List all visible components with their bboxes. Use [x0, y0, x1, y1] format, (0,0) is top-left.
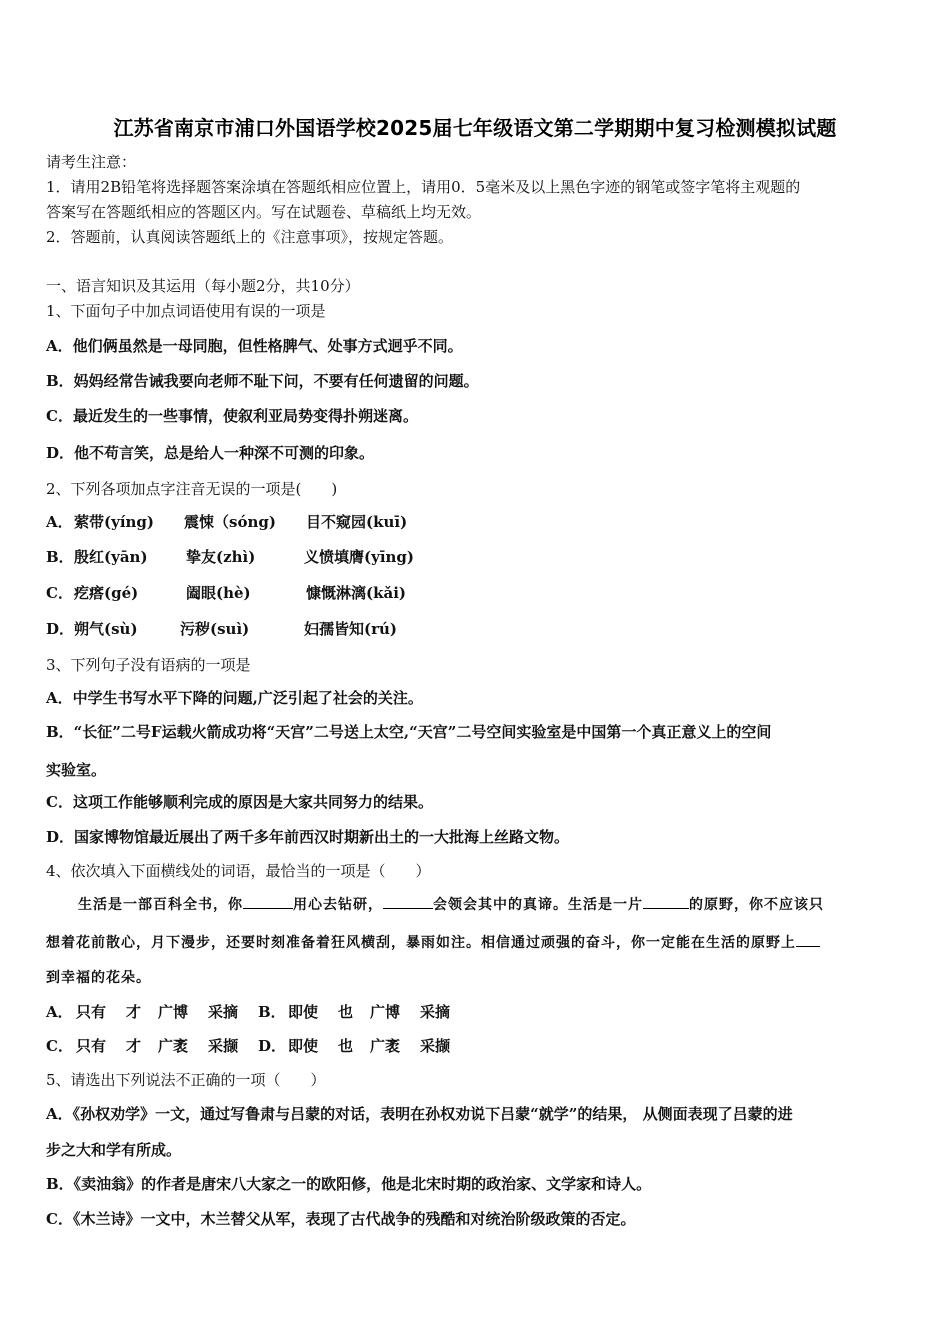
q2-option-label: B． — [46, 548, 74, 566]
q4-option-label: D． — [258, 1037, 287, 1055]
q4-option-word: 广袤 — [158, 1037, 189, 1055]
q4-option-word: 也 — [338, 1037, 354, 1055]
fill-blank — [243, 894, 293, 909]
q3-option-a: A．中学生书写水平下降的问题,广泛引起了社会的关注。 — [46, 689, 423, 707]
q2-option-label: A． — [46, 513, 73, 531]
section-heading: 一、语言知识及其运用（每小题2分，共10分） — [46, 277, 360, 295]
fill-blank — [643, 894, 689, 909]
q4-stem: 4、依次填入下面横线处的词语，最恰当的一项是（ ） — [46, 862, 431, 880]
q4-option-label: C． — [46, 1037, 73, 1055]
q2-option-item: 震悚（sóng) — [184, 513, 276, 531]
q2-option-label: D． — [46, 620, 75, 638]
q2-option-item: 萦带(yíng) — [74, 513, 155, 531]
q2-option-item: 殷红(yān) — [74, 548, 148, 566]
q4-option-word: 采摘 — [420, 1003, 451, 1021]
passage-text: 会领会其中的真谛。生活是一片 — [433, 897, 643, 913]
q4-option-word: 即使 — [288, 1037, 319, 1055]
notice-item-1-line-2: 答案写在答题纸相应的答题区内。写在试题卷、草稿纸上均无效。 — [46, 203, 482, 221]
q3-option-d: D．国家博物馆最近展出了两千多年前西汉时期新出土的一大批海上丝路文物。 — [46, 828, 570, 846]
notice-item-2: 2．答题前，认真阅读答题纸上的《注意事项》，按规定答题。 — [46, 228, 454, 246]
q1-option-a: A．他们俩虽然是一母同胞，但性格脾气、处事方式迥乎不同。 — [46, 337, 463, 355]
q2-option-label: C． — [46, 584, 73, 602]
q3-stem: 3、下列句子没有语病的一项是 — [46, 656, 251, 674]
q2-option-item: 目不窥园(kuī) — [306, 513, 408, 531]
q4-option-label: A． — [46, 1003, 73, 1021]
fill-blank — [383, 894, 433, 909]
q1-stem: 1、下面句子中加点词语使用有误的一项是 — [46, 302, 326, 320]
q4-option-word: 才 — [126, 1037, 142, 1055]
q4-option-word: 广博 — [158, 1003, 189, 1021]
q4-option-word: 即使 — [288, 1003, 319, 1021]
q5-option-a-line-1: A．《孙权劝学》一文，通过写鲁肃与吕蒙的对话，表明在孙权劝说下吕蒙“就学”的结果， 从侧面表现了吕蒙的进 — [46, 1105, 793, 1123]
notice-heading: 请考生注意： — [46, 153, 137, 171]
q5-option-c: C．《木兰诗》一文中，木兰替父从军，表现了古代战争的残酷和对统治阶级政策的否定。 — [46, 1210, 636, 1228]
q4-option-word: 只有 — [76, 1003, 107, 1021]
q2-option-item: 污秽(suì) — [180, 620, 250, 638]
q4-passage-line-3: 到幸福的花朵。 — [46, 970, 151, 986]
q4-option-word: 只有 — [76, 1037, 107, 1055]
passage-text: 想着花前散心，月下漫步，还要时刻准备着狂风横刮，暴雨如注。相信通过顽强的奋斗，你一定能在生活的原野上 — [46, 935, 796, 951]
notice-item-1-line-1: 1．请用2B铅笔将选择题答案涂填在答题纸相应位置上，请用0．5毫米及以上黑色字迹的钢笔或签字笔将主观题的 — [46, 178, 801, 196]
q4-option-word: 才 — [126, 1003, 142, 1021]
fill-blank — [796, 932, 820, 947]
q2-option-item: 阖眼(hè) — [186, 584, 251, 602]
q5-stem: 5、请选出下列说法不正确的一项（ ） — [46, 1071, 326, 1089]
q2-option-item: 妇孺皆知(rú) — [304, 620, 398, 638]
q4-option-word: 采摘 — [208, 1003, 239, 1021]
passage-text: 用心去钻研， — [293, 897, 383, 913]
q4-passage-line-1 — [78, 894, 824, 915]
q1-option-b: B．妈妈经常告诫我要向老师不耻下问，不要有任何遗留的问题。 — [46, 372, 479, 390]
q3-option-b-line-2: 实验室。 — [46, 761, 107, 779]
q4-option-word: 广袤 — [370, 1037, 401, 1055]
q3-option-c: C．这项工作能够顺利完成的原因是大家共同努力的结果。 — [46, 793, 433, 811]
q3-option-b-line-1: B．“长征”二号F运载火箭成功将“天宫”二号送上太空,“天宫”二号空间实验室是中国第一个真正意义上的空间 — [46, 723, 772, 741]
q4-option-word: 广博 — [370, 1003, 401, 1021]
q4-option-word: 采撷 — [420, 1037, 451, 1055]
q2-option-item: 挚友(zhì) — [186, 548, 256, 566]
q5-option-b: B．《卖油翁》的作者是唐宋八大家之一的欧阳修，他是北宋时期的政治家、文学家和诗人。 — [46, 1175, 652, 1193]
q1-option-c: C．最近发生的一些事情，使叙利亚局势变得扑朔迷离。 — [46, 407, 418, 425]
q5-option-a-line-2: 步之大和学有所成。 — [46, 1141, 182, 1159]
q1-option-d: D．他不苟言笑，总是给人一种深不可测的印象。 — [46, 444, 375, 462]
q4-option-word: 也 — [338, 1003, 354, 1021]
q4-passage-line-2 — [46, 932, 820, 953]
q2-stem: 2、下列各项加点字注音无误的一项是( ) — [46, 480, 338, 498]
q2-option-item: 疙瘩(gé) — [74, 584, 139, 602]
passage-text: 生活是一部百科全书，你 — [78, 897, 243, 913]
q2-option-item: 义愤填膺(yīng) — [304, 548, 415, 566]
page-title: 江苏省南京市浦口外国语学校2025届七年级语文第二学期期中复习检测模拟试题 — [113, 116, 837, 140]
passage-text: 的原野，你不应该只 — [689, 897, 824, 913]
q4-option-word: 采撷 — [208, 1037, 239, 1055]
q2-option-item: 朔气(sù) — [74, 620, 138, 638]
q4-option-label: B． — [258, 1003, 286, 1021]
q2-option-item: 慷慨淋漓(kǎi) — [306, 584, 407, 602]
